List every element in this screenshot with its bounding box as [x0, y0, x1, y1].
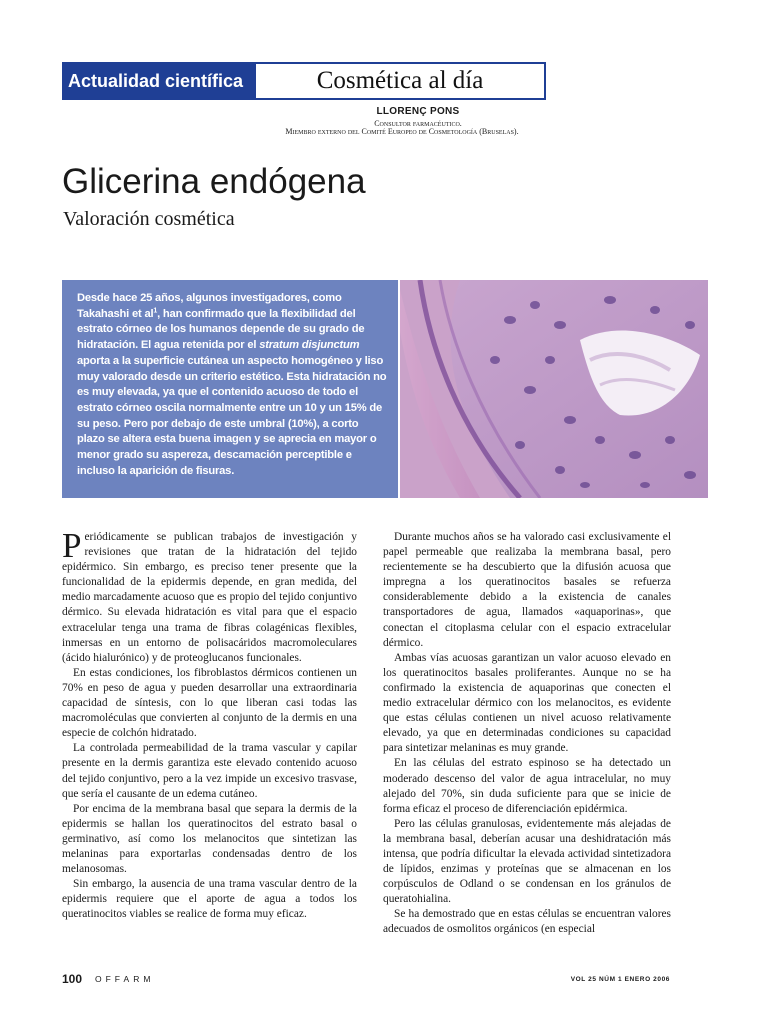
body-column-left [62, 526, 357, 922]
reference-marker[interactable]: 1 [153, 306, 158, 314]
issue-info: VOL 25 NÚM 1 ENERO 2006 [570, 976, 670, 983]
paragraph: En las células del estrato espinoso se ha detectado un moderado descenso del valor de agua intracelular, no muy alejado del 70%, sin duda suficiente para que se inicie de forma eficaz el proceso de diferenciación epidérmica. [383, 757, 671, 815]
article-subtitle: Valoración cosmética [63, 208, 235, 230]
body-column-right [383, 530, 671, 938]
abstract-box [62, 280, 398, 498]
paragraph: En estas condiciones, los fibroblastos dérmicos contienen un 70% en peso de agua y pueden desarrollar una extraordinaria capacidad de síntesis, con lo que liberan casi todas las macromoléculas que convierten al conjunto de la dermis en una especie de colchón hidratado. [62, 666, 357, 740]
paragraph: La controlada permeabilidad de la trama vascular y capilar presente en la dermis garantiza este elevado contenido acuoso del tejido conjuntivo, pero a la vez impide un excesivo trasvase, que sería el causante de un edema cutáneo. [62, 742, 357, 800]
section-header [62, 62, 546, 100]
section-label: Actualidad científica [64, 64, 256, 98]
histology-micrograph [400, 280, 708, 498]
paragraph: Se ha demostrado que en estas células se encuentran valores adecuados de osmolitos orgánicos (en especial [383, 908, 671, 936]
journal-name: OFFARM [95, 974, 155, 984]
paragraph: Sin embargo, la ausencia de una trama vascular dentro de la epidermis requiere que el aporte de agua a todos los queratinocitos viables se realice de forma muy eficaz. [62, 878, 357, 921]
paragraph: Periódicamente se publican trabajos de investigación y revisiones que tratan de la hidratación del tejido epidérmico. Sin embargo, es preciso tener presente que la funcionalidad de la epidermis depende, en gran medida, del medio marcadamente acuoso que es propio del tejido conjuntivo dérmico. Su elevada hidratación es vital para que el espacio extracelular tenga una trama de fibras colagénicas flexibles, inmersas en un entorno de polisacáridos macromoleculares (ácido hialurónico) y de proteoglucanos funcionales. [62, 526, 357, 664]
paragraph: Durante muchos años se ha valorado casi exclusivamente el papel permeable que realizaba la membrana basal, pero recientemente se ha descubierto que la difusión acuosa que impregna a los queratinocitos basales se refuerza considerablemente debido a la existencia de canales transportadores de agua, llamados «aquaporinas», que conectan el citoplasma celular con el espacio extracelular dérmico. [383, 531, 671, 649]
drop-cap: P [62, 526, 82, 565]
paragraph: Pero las células granulosas, evidentemente más alejadas de la membrana basal, deberían acusar una deshidratación más intensa, que podría dificultar la elevada actividad sintetizadora de lípidos, enzimas y proteínas que se almacenan en los corpúsculos de Odland o se condensan en los gránulos de queratohialina. [383, 817, 671, 906]
abstract-text: Desde hace 25 años, algunos investigadores, como Takahashi et $al^1$, han confirmado que la flexibilidad del estrato córneo de los humanos depende de su grado de hidratación. El agua retenida por el stratum disjunctum aporta a la superficie cutánea un aspecto homogéneo y liso muy valorado desde un criterio estético. Esta hidratación no es muy elevada, ya que el contenido acuoso de todo el estrato córneo oscila normalmente entre un 10 y un 15% de su peso. Pero por debajo de este umbral (10%), a corto plazo se altera esta buena imagen y se aprecia en mayor o menor grado su aspereza, descamación perceptible e incluso la aparición de fisuras. [77, 292, 387, 477]
page-number: 100 [62, 972, 83, 986]
paragraph: Por encima de la membrana basal que separa la dermis de la epidermis se hallan los queratinocitos del estrato basal o germinativo, así como los melanocitos que sintetizan las melaninas para exportarlas condensadas dentro de los melanosomas. [62, 802, 357, 876]
paragraph: Ambas vías acuosas garantizan un valor acuoso elevado en los queratinocitos basales proliferantes. Aunque no se ha confirmado la existencia de aquaporinas que conecten el medio extracelular dérmico con los melanocitos, es evidente que estas células contienen un nivel acuoso relativamente elevado, ya que en determinadas condiciones su capacidad para sintetizar melaninas es muy grande. [383, 651, 671, 755]
article-title: Glicerina endógena [62, 162, 366, 201]
column-title: Cosmética al día [316, 67, 484, 94]
author-name: LLORENÇ PONS [376, 106, 460, 117]
author-affiliation-2: Miembro externo del Comité Europeo de Cosmetología (Bruselas). [285, 127, 519, 136]
author-affiliation: Consultor farmacéutico. [374, 119, 462, 128]
